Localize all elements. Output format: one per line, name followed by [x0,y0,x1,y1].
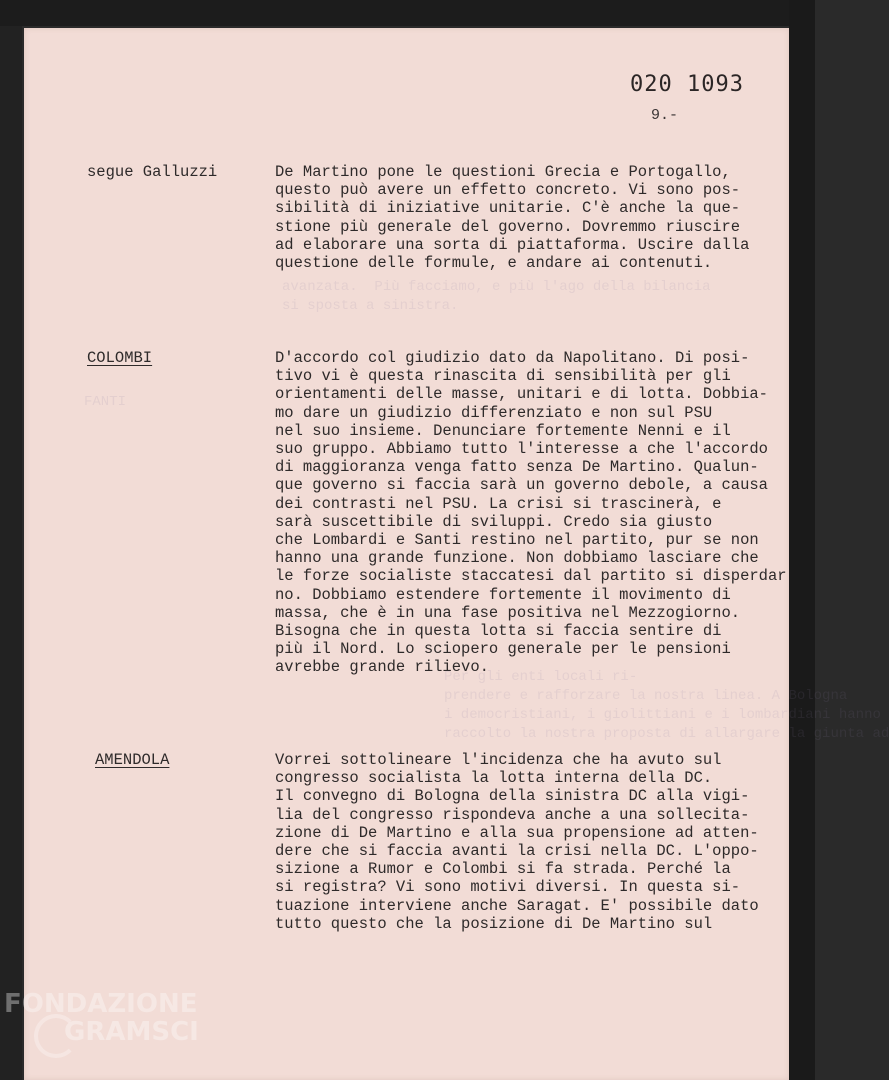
text-line: congresso socialista la lotta interna della DC. [275,769,713,788]
text-line: Vorrei sottolineare l'incidenza che ha avuto sul [275,751,722,769]
text-line: sarà suscettibile di sviluppi. Credo sia giusto [275,512,713,531]
text-line: nel suo insieme. Denunciare fortemente Nenni e il [275,421,731,440]
text-line: tivo vi è questa rinascita di sensibilità per gli [275,367,731,386]
text-line: De Martino pone le questioni Grecia e Portogallo, [275,163,731,181]
text-line: di maggioranza venga fatto senza De Martino. Qualun- [275,458,759,477]
text-line: sizione a Rumor e Colombi si fa strada. Perché la [275,860,731,879]
text-line: tuazione interviene anche Saragat. E' possibile dato [275,896,759,915]
text-line: sibilità di iniziative unitarie. C'è anche la que- [275,199,741,218]
scan-right-edge [789,0,815,1080]
speaker-label: AMENDOLA [95,751,170,769]
text-line: che Lombardi e Santi restino nel partito, pur se non [275,531,759,550]
text-line: dere che si faccia avanti la crisi nella DC. L'oppo- [275,842,759,861]
text-line: lia del congresso rispondeva anche a una sollecita- [275,805,750,824]
text-line: zione di De Martino e alla sua propensione ad atten- [275,823,759,842]
text-line: hanno una grande funzione. Non dobbiamo lasciare che [275,549,759,568]
text-line: questione delle formule, e andare ai contenuti. [275,254,713,273]
text-line: stione più generale del governo. Dovremmo riuscire [275,217,741,236]
text-line: si registra? Vi sono motivi diversi. In questa si- [275,878,741,897]
text-line: le forze socialiste staccatesi dal partito si disperdar [275,567,787,586]
text-line: que governo si faccia sarà un governo debole, a causa [275,476,768,495]
text-line: suo gruppo. Abbiamo tutto l'interesse a che l'accordo [275,440,768,459]
text-line: avrebbe grande rilievo. [275,658,489,677]
text-line: questo può avere un effetto concreto. Vi sono pos- [275,181,741,200]
fondazione-gramsci-watermark [4,990,199,1046]
bleed-through-speaker: FANTI [84,394,127,410]
text-line: più il Nord. Lo sciopero generale per le pensioni [275,640,731,659]
watermark-line-1: FONDAZIONE [4,989,198,1019]
speaker-label: segue Galluzzi [87,163,218,181]
bleed-through-text: avanzata. Più facciamo, e più l'ago della bilancia si sposta a sinistra. [282,279,711,314]
gramsci-logo-icon [34,1014,78,1058]
watermark-line-2: GRAMSCI [64,1017,199,1047]
paragraph [275,163,775,272]
text-line: no. Dobbiamo estendere fortemente il movimento di [275,585,731,604]
text-line: dei contrasti nel PSU. La crisi si trascinerà, e [275,494,722,513]
text-line: Il convegno di Bologna della sinistra DC alla vigi- [275,787,750,806]
text-line: tutto questo che la posizione di De Martino sul [275,914,713,933]
bleed-through-text-2: Per gli enti locali ri- prendere e rafforzare la nostra linea. A Bologna i democristiani, i giolittiani e i lombardiani hanno raccolto la nostra proposta di allargare la giunta ad [444,669,889,742]
text-line: ad elaborare una sorta di piattaforma. Uscire dalla [275,235,750,254]
binder-left-edge [0,0,22,1080]
text-line: massa, che è in una fase positiva nel Mezzogiorno. [275,603,741,622]
speaker-label: COLOMBI [87,349,153,367]
text-line: mo dare un giudizio differenziato e non sul PSU [275,403,713,422]
archive-number: 020 1093 [630,72,744,97]
paragraph [275,349,787,677]
scan-top-edge [0,0,815,26]
text-line: Bisogna che in questa lotta si faccia sentire di [275,622,722,641]
text-line: D'accordo col giudizio dato da Napolitano. Di posi- [275,349,750,367]
paragraph [275,751,775,933]
page-number: 9.- [651,107,679,124]
text-line: orientamenti delle masse, unitari e di lotta. Dobbia- [275,385,768,404]
